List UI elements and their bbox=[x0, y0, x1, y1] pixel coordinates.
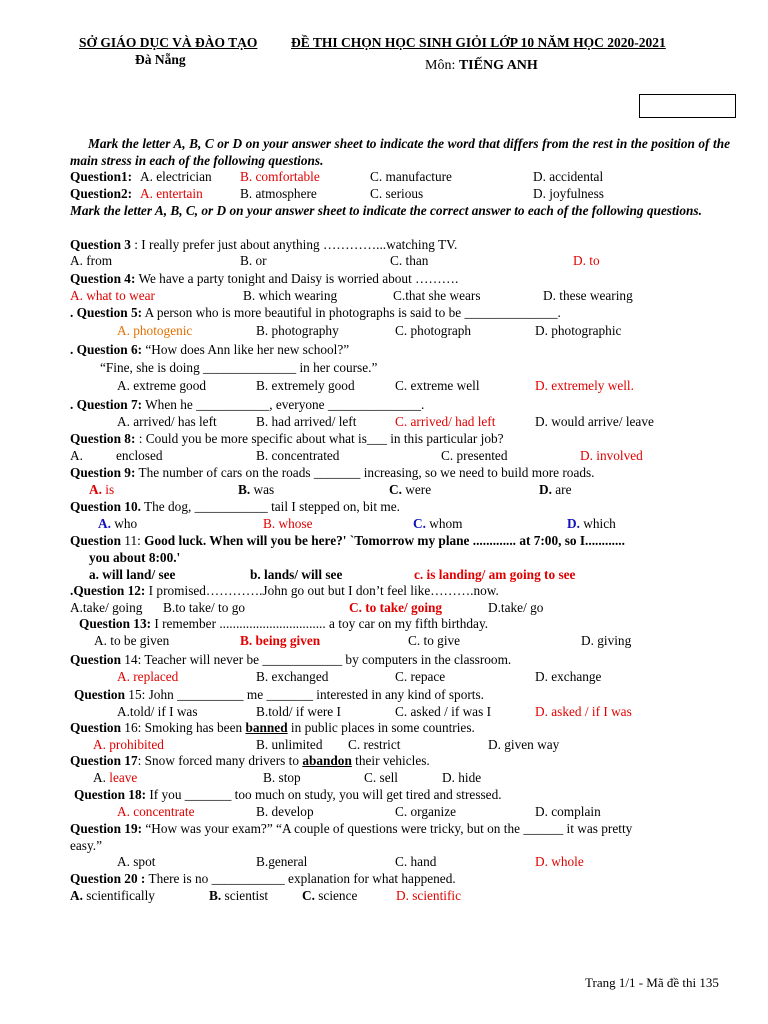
option-a: A. electrician bbox=[140, 169, 212, 184]
option-a: A.take/ going bbox=[70, 600, 143, 615]
option-b: B.told/ if were I bbox=[256, 704, 341, 719]
option-b-letter: B. bbox=[238, 482, 251, 497]
option-a: A. spot bbox=[117, 854, 156, 869]
question-text: : Could you be more specific about what is___ in this particular job? bbox=[135, 431, 504, 446]
question-14 bbox=[0, 651, 768, 668]
question-label: Question 10. bbox=[70, 499, 141, 514]
question-2 bbox=[0, 185, 768, 202]
option-d: D. asked / if I was bbox=[535, 704, 632, 719]
option-c: C. than bbox=[390, 253, 429, 268]
question-label: Question 20 : bbox=[70, 871, 146, 886]
option-a: A. extreme good bbox=[117, 378, 206, 393]
question-13 bbox=[0, 615, 768, 632]
option-c: C. extreme well bbox=[395, 378, 480, 393]
option-c: C. photograph bbox=[395, 323, 472, 338]
question-3-options bbox=[0, 252, 768, 269]
option-a-letter: A. bbox=[70, 888, 83, 903]
question-8-options bbox=[0, 447, 768, 464]
question-16 bbox=[0, 719, 768, 736]
key-word: abandon bbox=[302, 753, 352, 768]
question-label: Question bbox=[74, 687, 125, 702]
question-text: : Snow forced many drivers to bbox=[137, 753, 303, 768]
exam-title: ĐỀ THI CHỌN HỌC SINH GIỎI LỚP 10 NĂM HỌC 2020-2021 bbox=[291, 35, 666, 50]
option-d: D. accidental bbox=[533, 169, 604, 184]
option-d: D. involved bbox=[580, 448, 643, 463]
question-text: We have a party tonight and Daisy is worried about ………. bbox=[135, 271, 459, 286]
option-a: who bbox=[110, 516, 138, 531]
option-b: B. comfortable bbox=[240, 169, 320, 184]
option-b: scientist bbox=[221, 888, 269, 903]
question-6-text-2 bbox=[0, 359, 768, 376]
option-b: B. photography bbox=[256, 323, 339, 338]
subject-line bbox=[425, 58, 538, 74]
question-text: When he ___________, everyone ______________. bbox=[142, 397, 425, 412]
option-a-letter: A. bbox=[70, 448, 83, 463]
option-b: B. extremely good bbox=[256, 378, 355, 393]
option-d: which bbox=[579, 516, 616, 531]
option-a: A. from bbox=[70, 253, 113, 268]
question-text: I remember ................................ a toy car on my fifth birthday. bbox=[151, 616, 489, 631]
question-text-end: their vehicles. bbox=[351, 753, 430, 768]
option-a: enclosed bbox=[116, 448, 163, 463]
question-text: Good luck. When will you be here?' `Tomorrow my plane ............. at 7:00, so I............ bbox=[144, 533, 625, 548]
option-d: D. to bbox=[573, 253, 600, 268]
question-19 bbox=[0, 820, 768, 837]
question-11-options bbox=[0, 566, 768, 583]
option-b: B.to take/ to go bbox=[163, 600, 245, 615]
question-label: . Question 7: bbox=[70, 397, 143, 412]
option-a-letter: A. bbox=[98, 516, 111, 531]
question-12 bbox=[0, 582, 768, 599]
key-word: banned bbox=[245, 720, 288, 735]
question-17-options bbox=[0, 769, 768, 786]
question-4-options bbox=[0, 287, 768, 304]
question-12-options bbox=[0, 599, 768, 616]
question-5 bbox=[0, 304, 768, 321]
question-text: A person who is more beautiful in photographs is said to be ______________. bbox=[142, 305, 561, 320]
option-d: D.take/ go bbox=[488, 600, 544, 615]
option-b: B. exchanged bbox=[256, 669, 329, 684]
question-20 bbox=[0, 870, 768, 887]
question-17 bbox=[0, 752, 768, 769]
question-10-options bbox=[0, 515, 768, 532]
option-a: A. prohibited bbox=[93, 737, 164, 752]
question-text: If you _______ too much on study, you will get tired and stressed. bbox=[146, 787, 502, 802]
question-text: There is no ___________ explanation for what happened. bbox=[145, 871, 456, 886]
question-3 bbox=[0, 236, 768, 253]
option-b: B. unlimited bbox=[256, 737, 323, 752]
question-label: . Question 5: bbox=[70, 305, 143, 320]
option-a-letter: A. bbox=[89, 482, 102, 497]
option-a: A. to be given bbox=[94, 633, 170, 648]
option-a: A. arrived/ has left bbox=[117, 414, 217, 429]
option-a: A. replaced bbox=[117, 669, 179, 684]
question-text: The number of cars on the roads _______ increasing, so we need to build more roads. bbox=[135, 465, 595, 480]
question-label: Question 4: bbox=[70, 271, 136, 286]
question-label: Question 8: bbox=[70, 431, 136, 446]
question-10 bbox=[0, 498, 768, 515]
question-text: 16: Smoking has been bbox=[120, 720, 246, 735]
answer-instruction: Mark the letter A, B, C, or D on your answer sheet to indicate the correct answer to each of the following questions. bbox=[70, 203, 702, 218]
option-b: B. which wearing bbox=[243, 288, 338, 303]
option-b: B. concentrated bbox=[256, 448, 340, 463]
option-d: are bbox=[551, 482, 572, 497]
question-19-options bbox=[0, 853, 768, 870]
question-label: Question bbox=[70, 720, 121, 735]
question-18 bbox=[0, 786, 768, 803]
question-18-options bbox=[0, 803, 768, 820]
option-c-letter: C. bbox=[413, 516, 426, 531]
subject-label: Môn: bbox=[425, 58, 456, 73]
question-label: Question1: bbox=[70, 169, 133, 184]
option-d: D. whole bbox=[535, 854, 584, 869]
question-text: easy.” bbox=[70, 838, 102, 853]
option-c: C. asked / if was I bbox=[395, 704, 492, 719]
question-label: Question 9: bbox=[70, 465, 136, 480]
option-d: D. scientific bbox=[396, 888, 461, 903]
option-b: B. or bbox=[240, 253, 267, 268]
question-label: .Question 12: bbox=[70, 583, 146, 598]
option-a: A. concentrate bbox=[117, 804, 195, 819]
question-11 bbox=[0, 532, 768, 549]
question-4 bbox=[0, 270, 768, 287]
option-b-letter: B. bbox=[209, 888, 222, 903]
question-14-options bbox=[0, 668, 768, 685]
question-text: : I really prefer just about anything …………...watching TV. bbox=[130, 237, 458, 252]
department-name: SỞ GIÁO DỤC VÀ ĐÀO TẠO bbox=[79, 35, 258, 50]
option-c: C. presented bbox=[441, 448, 508, 463]
option-a-letter: A. bbox=[93, 770, 106, 785]
question-label: . Question 6: bbox=[70, 342, 143, 357]
option-d: D. given way bbox=[488, 737, 560, 752]
option-c: science bbox=[314, 888, 358, 903]
option-c-letter: C. bbox=[389, 482, 402, 497]
question-5-options bbox=[0, 322, 768, 339]
option-c: C. to take/ going bbox=[349, 600, 443, 615]
question-text: 14: Teacher will never be ____________ by computers in the classroom. bbox=[120, 652, 512, 667]
option-b: B. whose bbox=[263, 516, 313, 531]
question-8 bbox=[0, 430, 768, 447]
option-d: D. would arrive/ leave bbox=[535, 414, 654, 429]
option-d: D. joyfulness bbox=[533, 186, 604, 201]
option-c: C. restrict bbox=[348, 737, 401, 752]
question-15 bbox=[0, 686, 768, 703]
option-c: C. serious bbox=[370, 186, 424, 201]
option-a: A.told/ if I was bbox=[117, 704, 198, 719]
question-text: “Fine, she is doing ______________ in her course.” bbox=[100, 360, 378, 375]
question-13-options bbox=[0, 632, 768, 649]
option-d: D. photographic bbox=[535, 323, 622, 338]
question-text-end: in public places in some countries. bbox=[287, 720, 475, 735]
option-b: B. had arrived/ left bbox=[256, 414, 357, 429]
question-text: I promised………….John go out but I don’t feel like……….now. bbox=[145, 583, 499, 598]
option-b: B.general bbox=[256, 854, 308, 869]
option-c: were bbox=[401, 482, 432, 497]
option-c-letter: C. bbox=[302, 888, 315, 903]
stress-instruction: Mark the letter A, B, C or D on your answer sheet to indicate the word that differs from the rest in the position of the main stress in each of the following questions. bbox=[70, 136, 730, 168]
question-19-text-2 bbox=[0, 837, 768, 854]
question-text: “How does Ann like her new school?” bbox=[142, 342, 350, 357]
question-9-options bbox=[0, 481, 768, 498]
question-label: Question 3 bbox=[70, 237, 131, 252]
question-label: Question2: bbox=[70, 186, 133, 201]
option-c: C. manufacture bbox=[370, 169, 452, 184]
option-a: a. will land/ see bbox=[89, 567, 176, 582]
question-16-options bbox=[0, 736, 768, 753]
question-text: 15: John __________ me _______ interested in any kind of sports. bbox=[124, 687, 484, 702]
option-d-letter: D. bbox=[539, 482, 552, 497]
question-text: The dog, ___________ tail I stepped on, bit me. bbox=[140, 499, 400, 514]
question-6 bbox=[0, 341, 768, 358]
option-a: scientifically bbox=[82, 888, 155, 903]
option-c: C. repace bbox=[395, 669, 446, 684]
option-b: b. lands/ will see bbox=[250, 567, 343, 582]
question-label: Question 18: bbox=[74, 787, 147, 802]
question-7 bbox=[0, 396, 768, 413]
question-1 bbox=[0, 168, 768, 185]
option-b: was bbox=[250, 482, 275, 497]
question-label: Question bbox=[70, 652, 121, 667]
exam-code-box bbox=[639, 94, 736, 118]
option-d: D. extremely well. bbox=[535, 378, 634, 393]
option-c: C. hand bbox=[395, 854, 437, 869]
option-c: whom bbox=[425, 516, 463, 531]
option-a: is bbox=[101, 482, 115, 497]
question-text: you about 8:00.' bbox=[89, 550, 181, 565]
option-d: D. giving bbox=[581, 633, 632, 648]
option-c: C.that she wears bbox=[393, 288, 481, 303]
page-footer: Trang 1/1 - Mã đề thi 135 bbox=[585, 975, 719, 990]
option-b: B. develop bbox=[256, 804, 314, 819]
option-c: c. is landing/ am going to see bbox=[414, 567, 576, 582]
option-d: D. complain bbox=[535, 804, 601, 819]
city-name: Đà Nẵng bbox=[135, 52, 186, 67]
option-d: D. exchange bbox=[535, 669, 602, 684]
option-a: A. entertain bbox=[140, 186, 203, 201]
option-c: C. organize bbox=[395, 804, 457, 819]
question-label: Question 13: bbox=[79, 616, 152, 631]
option-a: A. what to wear bbox=[70, 288, 155, 303]
question-7-options bbox=[0, 413, 768, 430]
question-label: Question 17 bbox=[70, 753, 138, 768]
question-label: Question bbox=[70, 533, 121, 548]
question-6-options bbox=[0, 377, 768, 394]
question-11-text-2 bbox=[0, 549, 768, 566]
question-text: “How was your exam?” “A couple of questions were tricky, but on the ______ it was pretty bbox=[142, 821, 633, 836]
question-20-options bbox=[0, 887, 768, 904]
option-c: C. arrived/ had left bbox=[395, 414, 496, 429]
option-b: B. being given bbox=[240, 633, 321, 648]
option-c: C. sell bbox=[364, 770, 398, 785]
option-d: D. hide bbox=[442, 770, 482, 785]
option-d: D. these wearing bbox=[543, 288, 633, 303]
question-15-options bbox=[0, 703, 768, 720]
option-a: leave bbox=[105, 770, 138, 785]
question-label: Question 19: bbox=[70, 821, 143, 836]
option-c: C. to give bbox=[408, 633, 461, 648]
option-b: B. atmosphere bbox=[240, 186, 317, 201]
option-d-letter: D. bbox=[567, 516, 580, 531]
option-a: A. photogenic bbox=[117, 323, 193, 338]
option-b: B. stop bbox=[263, 770, 301, 785]
question-number: 11: bbox=[120, 533, 145, 548]
subject-name: TIẾNG ANH bbox=[458, 58, 538, 73]
question-9 bbox=[0, 464, 768, 481]
